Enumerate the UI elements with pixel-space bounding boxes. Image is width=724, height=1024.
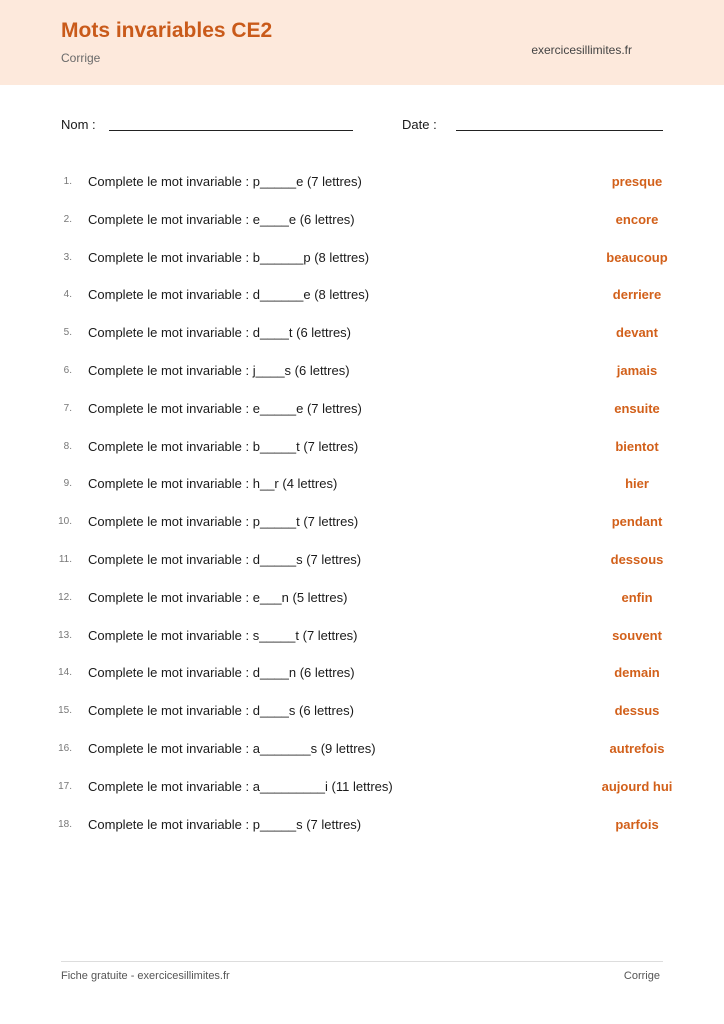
question-text: Complete le mot invariable : b______p (8 lettres): [88, 249, 370, 265]
answer-text: ensuite: [614, 400, 660, 416]
question-row: [0, 391, 724, 429]
question-number: 5.: [63, 327, 72, 339]
question-text: Complete le mot invariable : p_____e (7 lettres): [88, 174, 362, 189]
question-number: 15.: [58, 705, 72, 717]
question-text: Complete le mot invariable : b_____t (7 lettres): [88, 438, 359, 454]
question-text: Complete le mot invariable : h__r (4 lettres): [88, 476, 338, 492]
question-row: [0, 504, 724, 542]
answer-text: presque: [611, 174, 663, 189]
answer-text: aujourd hui: [601, 778, 673, 794]
answer-text: dessous: [610, 551, 664, 567]
question-text: Complete le mot invariable : a_________i (11 lettres): [88, 778, 393, 794]
page-title: Mots invariables CE2: [61, 19, 273, 42]
question-text: Complete le mot invariable : p_____s (7 lettres): [88, 816, 362, 832]
question-row: [0, 429, 724, 467]
question-row: [0, 618, 724, 656]
footer-divider: [61, 961, 663, 962]
question-row: [0, 693, 724, 731]
question-row: [0, 164, 724, 202]
question-text: Complete le mot invariable : e____e (6 lettres): [88, 211, 355, 227]
question-text: Complete le mot invariable : d_____s (7 lettres): [88, 551, 362, 567]
question-text: Complete le mot invariable : j____s (6 lettres): [88, 362, 350, 378]
answer-text: hier: [625, 476, 649, 492]
question-number: 9.: [63, 478, 72, 490]
answer-text: enfin: [621, 589, 653, 605]
question-number: 11.: [58, 553, 72, 565]
question-number: 8.: [63, 440, 72, 452]
answer-text: bientot: [615, 438, 659, 454]
question-list: [0, 164, 724, 844]
answer-text: derriere: [612, 287, 662, 303]
question-text: Complete le mot invariable : e___n (5 lettres): [88, 589, 348, 605]
answer-text: demain: [614, 665, 660, 681]
question-text: Complete le mot invariable : d____s (6 lettres): [88, 703, 354, 719]
answer-text: jamais: [616, 362, 658, 378]
question-number: 13.: [58, 629, 72, 641]
answer-text: beaucoup: [606, 249, 668, 265]
question-text: Complete le mot invariable : p_____t (7 lettres): [88, 514, 359, 530]
question-row: [0, 542, 724, 580]
page-subtitle: Corrige: [61, 51, 101, 65]
question-row: [0, 277, 724, 315]
answer-text: pendant: [611, 514, 663, 530]
answer-text: encore: [615, 211, 659, 227]
question-row: [0, 315, 724, 353]
question-number: 3.: [63, 251, 72, 263]
footer-source: Fiche gratuite - exercicesillimites.fr: [61, 970, 230, 982]
question-text: Complete le mot invariable : d____t (6 lettres): [88, 325, 352, 341]
answer-text: parfois: [615, 816, 659, 832]
question-row: [0, 202, 724, 240]
question-row: [0, 769, 724, 807]
question-number: 17.: [58, 780, 72, 792]
question-number: 6.: [63, 364, 72, 376]
question-row: [0, 466, 724, 504]
question-text: Complete le mot invariable : a_______s (9 lettres): [88, 740, 376, 756]
question-text: Complete le mot invariable : d____n (6 lettres): [88, 665, 355, 681]
question-row: [0, 807, 724, 845]
question-number: 10.: [58, 516, 72, 528]
question-row: [0, 580, 724, 618]
question-row: [0, 731, 724, 769]
answer-text: autrefois: [609, 740, 665, 756]
question-number: 14.: [58, 667, 72, 679]
question-number: 18.: [58, 818, 72, 830]
question-number: 4.: [63, 289, 72, 301]
question-row: [0, 655, 724, 693]
name-line[interactable]: [109, 130, 353, 131]
site-name: exercicesillimites.fr: [531, 43, 632, 57]
question-number: 1.: [63, 176, 72, 187]
question-row: [0, 240, 724, 278]
footer-label: Corrige: [623, 970, 660, 982]
answer-text: dessus: [614, 703, 660, 719]
question-number: 7.: [63, 402, 72, 414]
question-row: [0, 353, 724, 391]
answer-text: souvent: [612, 627, 662, 643]
question-text: Complete le mot invariable : d______e (8 lettres): [88, 287, 370, 303]
name-label: Nom :: [61, 117, 96, 132]
question-number: 12.: [58, 591, 72, 603]
date-label: Date :: [402, 117, 437, 132]
answer-text: devant: [616, 325, 658, 341]
date-line[interactable]: [456, 130, 663, 131]
header-band: [0, 0, 724, 85]
question-number: 16.: [58, 742, 72, 754]
question-text: Complete le mot invariable : e_____e (7 lettres): [88, 400, 362, 416]
question-number: 2.: [63, 213, 72, 225]
question-text: Complete le mot invariable : s_____t (7 lettres): [88, 627, 358, 643]
